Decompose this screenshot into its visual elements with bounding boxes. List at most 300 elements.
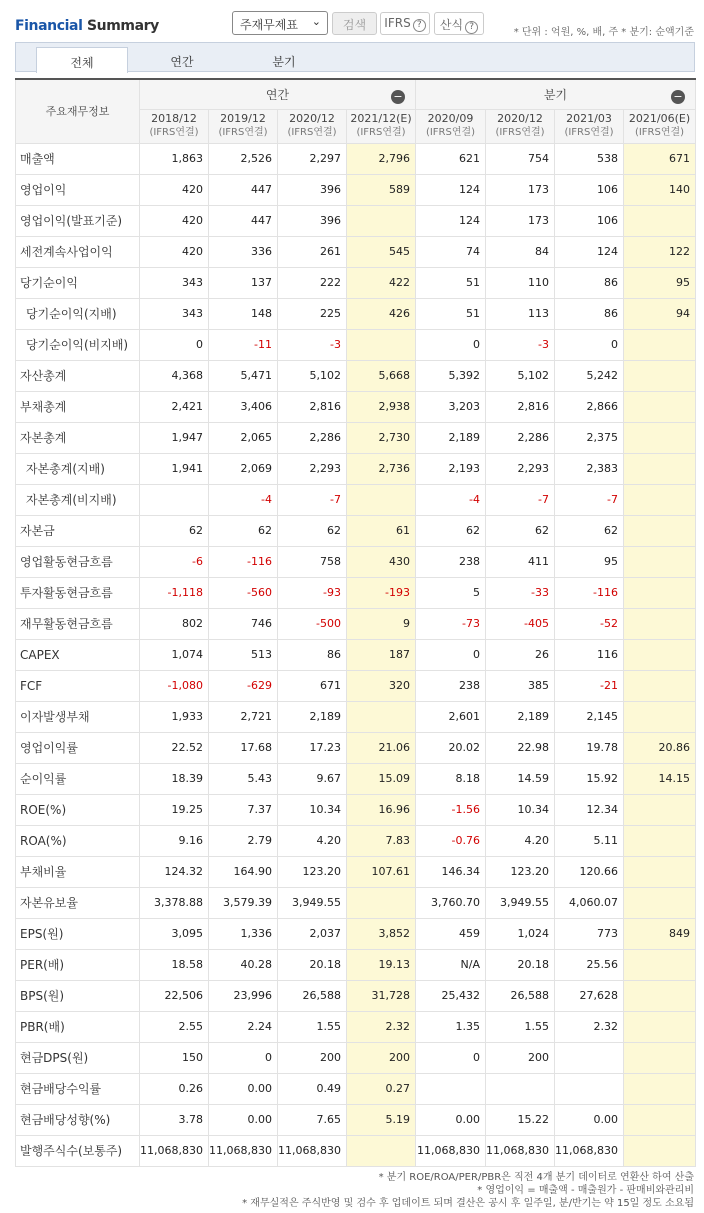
table-row bbox=[16, 608, 696, 639]
table-row bbox=[16, 484, 696, 515]
column-period: 2019/12 bbox=[220, 112, 266, 125]
table-row bbox=[16, 825, 696, 856]
table-cell: 0.00 bbox=[416, 1104, 486, 1135]
table-cell: 2,816 bbox=[486, 391, 555, 422]
table-cell bbox=[347, 205, 416, 236]
table-cell: -1,118 bbox=[140, 577, 209, 608]
row-label: CAPEX bbox=[16, 639, 140, 670]
table-row bbox=[16, 1104, 696, 1135]
row-label: 자본총계(비지배) bbox=[16, 484, 140, 515]
quarter-group-header bbox=[416, 79, 696, 109]
table-row bbox=[16, 298, 696, 329]
row-label: 자산총계 bbox=[16, 360, 140, 391]
table-row bbox=[16, 236, 696, 267]
table-cell: 150 bbox=[140, 1042, 209, 1073]
row-label: 자본금 bbox=[16, 515, 140, 546]
table-cell: 5,668 bbox=[347, 360, 416, 391]
table-cell: 113 bbox=[486, 298, 555, 329]
table-cell bbox=[140, 484, 209, 515]
table-cell bbox=[555, 1073, 624, 1104]
table-cell bbox=[624, 639, 696, 670]
table-cell: 411 bbox=[486, 546, 555, 577]
table-cell: 5.19 bbox=[347, 1104, 416, 1135]
table-cell: 15.22 bbox=[486, 1104, 555, 1135]
table-cell: 94 bbox=[624, 298, 696, 329]
ifrs-label: IFRS bbox=[384, 16, 411, 30]
table-cell: 95 bbox=[624, 267, 696, 298]
column-header bbox=[416, 109, 486, 143]
table-cell: 2,375 bbox=[555, 422, 624, 453]
table-cell: 1,947 bbox=[140, 422, 209, 453]
table-cell: 2,145 bbox=[555, 701, 624, 732]
table-row bbox=[16, 360, 696, 391]
row-label: ROE(%) bbox=[16, 794, 140, 825]
table-cell: 106 bbox=[555, 205, 624, 236]
column-basis: (IFRS연결) bbox=[495, 127, 545, 138]
table-cell: -73 bbox=[416, 608, 486, 639]
table-cell: 187 bbox=[347, 639, 416, 670]
table-cell bbox=[624, 608, 696, 639]
table-cell: 2,866 bbox=[555, 391, 624, 422]
table-cell: 2,297 bbox=[278, 143, 347, 174]
table-cell: 3,095 bbox=[140, 918, 209, 949]
annual-group-header bbox=[140, 79, 416, 109]
table-cell: 20.18 bbox=[278, 949, 347, 980]
column-basis: (IFRS연결) bbox=[634, 127, 685, 138]
table-cell: 3,949.55 bbox=[278, 887, 347, 918]
page-title bbox=[15, 18, 159, 34]
table-cell: 538 bbox=[555, 143, 624, 174]
table-row bbox=[16, 577, 696, 608]
table-cell: 2,736 bbox=[347, 453, 416, 484]
column-period: 2021/06(E) bbox=[628, 112, 691, 125]
row-label: 당기순이익(비지배) bbox=[16, 329, 140, 360]
title-part1: Financial bbox=[15, 18, 83, 34]
table-cell: -116 bbox=[555, 577, 624, 608]
table-cell: 2,189 bbox=[278, 701, 347, 732]
column-period: 2021/03 bbox=[566, 112, 612, 125]
table-cell: 422 bbox=[347, 267, 416, 298]
table-cell: 320 bbox=[347, 670, 416, 701]
table-cell bbox=[347, 1135, 416, 1166]
column-basis: (IFRS연결) bbox=[425, 127, 476, 138]
row-label: 당기순이익(지배) bbox=[16, 298, 140, 329]
column-period: 2021/12(E) bbox=[350, 112, 412, 125]
table-row bbox=[16, 887, 696, 918]
table-cell bbox=[624, 546, 696, 577]
table-cell: -3 bbox=[486, 329, 555, 360]
table-cell: 62 bbox=[209, 515, 278, 546]
title-part2: Summary bbox=[86, 18, 159, 34]
table-cell: 74 bbox=[416, 236, 486, 267]
table-cell: 8.18 bbox=[416, 763, 486, 794]
table-cell: 17.23 bbox=[278, 732, 347, 763]
table-row bbox=[16, 1135, 696, 1166]
row-label: 부채총계 bbox=[16, 391, 140, 422]
column-header bbox=[555, 109, 624, 143]
table-cell: 14.59 bbox=[486, 763, 555, 794]
table-cell bbox=[624, 360, 696, 391]
statement-type-select[interactable] bbox=[232, 11, 328, 35]
table-cell: 4,368 bbox=[140, 360, 209, 391]
row-label: 당기순이익 bbox=[16, 267, 140, 298]
table-cell: -6 bbox=[140, 546, 209, 577]
table-cell: 20.86 bbox=[624, 732, 696, 763]
table-cell: 123.20 bbox=[486, 856, 555, 887]
table-cell: -4 bbox=[416, 484, 486, 515]
table-cell: 447 bbox=[209, 174, 278, 205]
row-label: ROA(%) bbox=[16, 825, 140, 856]
table-cell bbox=[624, 391, 696, 422]
table-row bbox=[16, 174, 696, 205]
table-row bbox=[16, 267, 696, 298]
table-row bbox=[16, 546, 696, 577]
table-cell: 5,102 bbox=[486, 360, 555, 391]
table-cell: 18.58 bbox=[140, 949, 209, 980]
table-cell bbox=[624, 887, 696, 918]
table-cell: 11,068,830 bbox=[278, 1135, 347, 1166]
column-period: 2020/12 bbox=[497, 112, 543, 125]
table-cell: 1,933 bbox=[140, 701, 209, 732]
table-cell bbox=[624, 453, 696, 484]
table-cell: 754 bbox=[486, 143, 555, 174]
table-cell: 9 bbox=[347, 608, 416, 639]
table-cell: 173 bbox=[486, 174, 555, 205]
table-cell: 62 bbox=[278, 515, 347, 546]
table-cell bbox=[624, 1042, 696, 1073]
question-icon: ? bbox=[465, 21, 478, 34]
column-basis: (IFRS연결) bbox=[356, 127, 406, 138]
table-cell: 19.78 bbox=[555, 732, 624, 763]
table-cell: 116 bbox=[555, 639, 624, 670]
row-label: FCF bbox=[16, 670, 140, 701]
tab-annual[interactable]: 연간 bbox=[170, 55, 194, 69]
table-cell: 26 bbox=[486, 639, 555, 670]
ifrs-help-button[interactable] bbox=[380, 12, 430, 35]
column-period: 2018/12 bbox=[151, 112, 197, 125]
table-cell: 11,068,830 bbox=[486, 1135, 555, 1166]
table-cell bbox=[624, 1135, 696, 1166]
table-cell: 2,286 bbox=[486, 422, 555, 453]
row-label: 영업이익 bbox=[16, 174, 140, 205]
table-cell: 2,286 bbox=[278, 422, 347, 453]
table-cell: 26,588 bbox=[278, 980, 347, 1011]
table-cell: 2.32 bbox=[347, 1011, 416, 1042]
period-tabs bbox=[15, 42, 695, 72]
table-row bbox=[16, 1073, 696, 1104]
table-cell: -629 bbox=[209, 670, 278, 701]
table-cell: 31,728 bbox=[347, 980, 416, 1011]
table-cell: -1,080 bbox=[140, 670, 209, 701]
table-row bbox=[16, 515, 696, 546]
table-cell: 0.26 bbox=[140, 1073, 209, 1104]
row-label: 자본유보율 bbox=[16, 887, 140, 918]
table-cell: 671 bbox=[624, 143, 696, 174]
table-cell: 0 bbox=[209, 1042, 278, 1073]
collapse-annual-icon[interactable]: − bbox=[391, 90, 405, 104]
table-cell: 12.34 bbox=[555, 794, 624, 825]
table-cell: 7.65 bbox=[278, 1104, 347, 1135]
table-cell: 430 bbox=[347, 546, 416, 577]
table-cell: 22.98 bbox=[486, 732, 555, 763]
table-cell: 336 bbox=[209, 236, 278, 267]
table-cell: -3 bbox=[278, 329, 347, 360]
table-cell: 62 bbox=[416, 515, 486, 546]
table-cell: 1,941 bbox=[140, 453, 209, 484]
row-label: 재무활동현금흐름 bbox=[16, 608, 140, 639]
table-cell: 261 bbox=[278, 236, 347, 267]
table-cell: 2,069 bbox=[209, 453, 278, 484]
table-cell: 4,060.07 bbox=[555, 887, 624, 918]
table-cell: 849 bbox=[624, 918, 696, 949]
row-label: 발행주식수(보통주) bbox=[16, 1135, 140, 1166]
table-cell: 2,037 bbox=[278, 918, 347, 949]
table-cell: 124 bbox=[416, 174, 486, 205]
corner-header: 주요재무정보 bbox=[16, 79, 140, 143]
table-cell: 0 bbox=[140, 329, 209, 360]
table-cell bbox=[624, 949, 696, 980]
table-cell: 222 bbox=[278, 267, 347, 298]
table-cell: 124 bbox=[416, 205, 486, 236]
table-cell: -1.56 bbox=[416, 794, 486, 825]
footnote: * 분기 ROE/ROA/PER/PBR은 직전 4개 분기 데이터로 연환산 하여 산출 bbox=[378, 1172, 694, 1183]
table-cell: 2,526 bbox=[209, 143, 278, 174]
table-cell bbox=[624, 1104, 696, 1135]
table-cell: 123.20 bbox=[278, 856, 347, 887]
table-cell: 2,938 bbox=[347, 391, 416, 422]
table-cell: 2.32 bbox=[555, 1011, 624, 1042]
table-cell: 343 bbox=[140, 267, 209, 298]
table-cell: 4.20 bbox=[486, 825, 555, 856]
table-row bbox=[16, 763, 696, 794]
table-cell: 20.18 bbox=[486, 949, 555, 980]
table-cell: 5.43 bbox=[209, 763, 278, 794]
table-cell: -93 bbox=[278, 577, 347, 608]
table-cell: 17.68 bbox=[209, 732, 278, 763]
table-cell: 173 bbox=[486, 205, 555, 236]
table-cell: 2.55 bbox=[140, 1011, 209, 1042]
row-label: EPS(원) bbox=[16, 918, 140, 949]
table-cell: 7.83 bbox=[347, 825, 416, 856]
table-cell: 1.55 bbox=[278, 1011, 347, 1042]
table-cell: 1,863 bbox=[140, 143, 209, 174]
table-cell: 140 bbox=[624, 174, 696, 205]
table-cell: 2,721 bbox=[209, 701, 278, 732]
column-header bbox=[278, 109, 347, 143]
table-cell: 84 bbox=[486, 236, 555, 267]
table-cell: 11,068,830 bbox=[416, 1135, 486, 1166]
table-row bbox=[16, 205, 696, 236]
row-label: PBR(배) bbox=[16, 1011, 140, 1042]
table-cell: 420 bbox=[140, 205, 209, 236]
table-cell: 2,189 bbox=[486, 701, 555, 732]
column-header bbox=[486, 109, 555, 143]
table-cell: -11 bbox=[209, 329, 278, 360]
table-row bbox=[16, 143, 696, 174]
table-cell: 420 bbox=[140, 236, 209, 267]
table-cell: 61 bbox=[347, 515, 416, 546]
table-cell: 621 bbox=[416, 143, 486, 174]
table-cell: 15.09 bbox=[347, 763, 416, 794]
table-cell: -7 bbox=[486, 484, 555, 515]
table-cell: 137 bbox=[209, 267, 278, 298]
chevron-down-icon: ⌄ bbox=[311, 15, 321, 28]
table-cell bbox=[624, 205, 696, 236]
table-cell: 238 bbox=[416, 546, 486, 577]
formula-label: 산식 bbox=[439, 18, 464, 32]
table-cell bbox=[555, 1042, 624, 1073]
collapse-quarter-icon[interactable]: − bbox=[671, 90, 685, 104]
table-cell: 238 bbox=[416, 670, 486, 701]
table-cell bbox=[624, 515, 696, 546]
row-label: 현금배당수익률 bbox=[16, 1073, 140, 1104]
table-cell: 18.39 bbox=[140, 763, 209, 794]
table-cell bbox=[624, 701, 696, 732]
table-cell: 10.34 bbox=[278, 794, 347, 825]
column-period: 2020/09 bbox=[427, 112, 474, 125]
column-basis: (IFRS연결) bbox=[149, 127, 199, 138]
table-cell: 746 bbox=[209, 608, 278, 639]
row-label: PER(배) bbox=[16, 949, 140, 980]
table-cell: 200 bbox=[347, 1042, 416, 1073]
table-cell: 124.32 bbox=[140, 856, 209, 887]
table-cell: 545 bbox=[347, 236, 416, 267]
table-cell: 106 bbox=[555, 174, 624, 205]
table-cell: 0.27 bbox=[347, 1073, 416, 1104]
footnotes bbox=[194, 1171, 694, 1210]
table-cell: 343 bbox=[140, 298, 209, 329]
table-cell: 26,588 bbox=[486, 980, 555, 1011]
table-cell: 5 bbox=[416, 577, 486, 608]
table-cell: 5,242 bbox=[555, 360, 624, 391]
row-label: 순이익률 bbox=[16, 763, 140, 794]
table-cell: 200 bbox=[278, 1042, 347, 1073]
row-label: 자본총계 bbox=[16, 422, 140, 453]
table-cell: 14.15 bbox=[624, 763, 696, 794]
column-header bbox=[624, 109, 696, 143]
row-label: 영업이익(발표기준) bbox=[16, 205, 140, 236]
table-cell bbox=[347, 484, 416, 515]
table-cell: 2,421 bbox=[140, 391, 209, 422]
tab-all[interactable]: 전체 bbox=[36, 47, 128, 73]
table-cell bbox=[624, 1011, 696, 1042]
column-basis: (IFRS연결) bbox=[287, 127, 337, 138]
table-cell: -52 bbox=[555, 608, 624, 639]
table-cell bbox=[624, 794, 696, 825]
table-cell: 0.00 bbox=[555, 1104, 624, 1135]
table-cell: 4.20 bbox=[278, 825, 347, 856]
table-cell: -0.76 bbox=[416, 825, 486, 856]
table-cell bbox=[347, 701, 416, 732]
table-cell: 802 bbox=[140, 608, 209, 639]
table-row bbox=[16, 949, 696, 980]
search-button[interactable]: 검색 bbox=[332, 12, 377, 35]
footnote: * 재무실적은 주식반영 및 검수 후 업데이트 되며 결산은 공시 후 일주일, 분/반기는 약 15일 정도 소요됨 bbox=[242, 1198, 694, 1209]
table-cell: 671 bbox=[278, 670, 347, 701]
table-cell bbox=[347, 329, 416, 360]
column-basis: (IFRS연결) bbox=[218, 127, 268, 138]
table-cell bbox=[624, 980, 696, 1011]
table-cell: 148 bbox=[209, 298, 278, 329]
table-row bbox=[16, 980, 696, 1011]
table-cell: 2,065 bbox=[209, 422, 278, 453]
table-cell: 62 bbox=[555, 515, 624, 546]
table-cell: 396 bbox=[278, 205, 347, 236]
table-cell: 1,074 bbox=[140, 639, 209, 670]
table-cell: 5,102 bbox=[278, 360, 347, 391]
row-label: 영업활동현금흐름 bbox=[16, 546, 140, 577]
row-label: 이자발생부채 bbox=[16, 701, 140, 732]
table-cell: 2,293 bbox=[486, 453, 555, 484]
table-cell: 385 bbox=[486, 670, 555, 701]
footnote: * 영업이익 = 매출액 - 매출원가 - 판매비와관리비 bbox=[477, 1185, 694, 1196]
table-cell: 62 bbox=[486, 515, 555, 546]
table-cell: 2,796 bbox=[347, 143, 416, 174]
top-bar bbox=[0, 0, 704, 42]
table-row bbox=[16, 1042, 696, 1073]
table-cell: 11,068,830 bbox=[209, 1135, 278, 1166]
table-cell: 396 bbox=[278, 174, 347, 205]
table-cell: 3,949.55 bbox=[486, 887, 555, 918]
table-cell: 2,816 bbox=[278, 391, 347, 422]
table-cell: -560 bbox=[209, 577, 278, 608]
table-cell: 9.67 bbox=[278, 763, 347, 794]
table-cell: 51 bbox=[416, 267, 486, 298]
table-cell: 2,601 bbox=[416, 701, 486, 732]
table-cell bbox=[624, 1073, 696, 1104]
table-cell: 40.28 bbox=[209, 949, 278, 980]
table-cell bbox=[624, 670, 696, 701]
table-cell: 21.06 bbox=[347, 732, 416, 763]
table-cell bbox=[624, 856, 696, 887]
column-header bbox=[347, 109, 416, 143]
table-row bbox=[16, 391, 696, 422]
table-cell: -116 bbox=[209, 546, 278, 577]
table-cell: 146.34 bbox=[416, 856, 486, 887]
row-label: 현금DPS(원) bbox=[16, 1042, 140, 1073]
tab-quarterly[interactable]: 분기 bbox=[272, 55, 296, 69]
table-cell: 0 bbox=[416, 639, 486, 670]
table-cell: 16.96 bbox=[347, 794, 416, 825]
table-cell: 0 bbox=[555, 329, 624, 360]
table-cell: 1.55 bbox=[486, 1011, 555, 1042]
table-cell: 2,193 bbox=[416, 453, 486, 484]
table-cell: 19.25 bbox=[140, 794, 209, 825]
table-cell: 513 bbox=[209, 639, 278, 670]
table-cell bbox=[416, 1073, 486, 1104]
table-row bbox=[16, 794, 696, 825]
table-cell bbox=[624, 329, 696, 360]
table-cell bbox=[624, 577, 696, 608]
table-cell: -405 bbox=[486, 608, 555, 639]
table-cell: 25.56 bbox=[555, 949, 624, 980]
formula-help-button[interactable] bbox=[434, 12, 484, 35]
table-cell: 0.00 bbox=[209, 1073, 278, 1104]
table-cell: -21 bbox=[555, 670, 624, 701]
table-cell: 2.24 bbox=[209, 1011, 278, 1042]
table-row bbox=[16, 856, 696, 887]
table-cell: 589 bbox=[347, 174, 416, 205]
row-label: 영업이익률 bbox=[16, 732, 140, 763]
table-cell: 19.13 bbox=[347, 949, 416, 980]
table-cell: 426 bbox=[347, 298, 416, 329]
financial-summary-table bbox=[15, 78, 696, 1167]
table-cell: -4 bbox=[209, 484, 278, 515]
table-cell: 447 bbox=[209, 205, 278, 236]
table-cell: 3,760.70 bbox=[416, 887, 486, 918]
table-cell: 95 bbox=[555, 546, 624, 577]
table-cell: 3,579.39 bbox=[209, 887, 278, 918]
